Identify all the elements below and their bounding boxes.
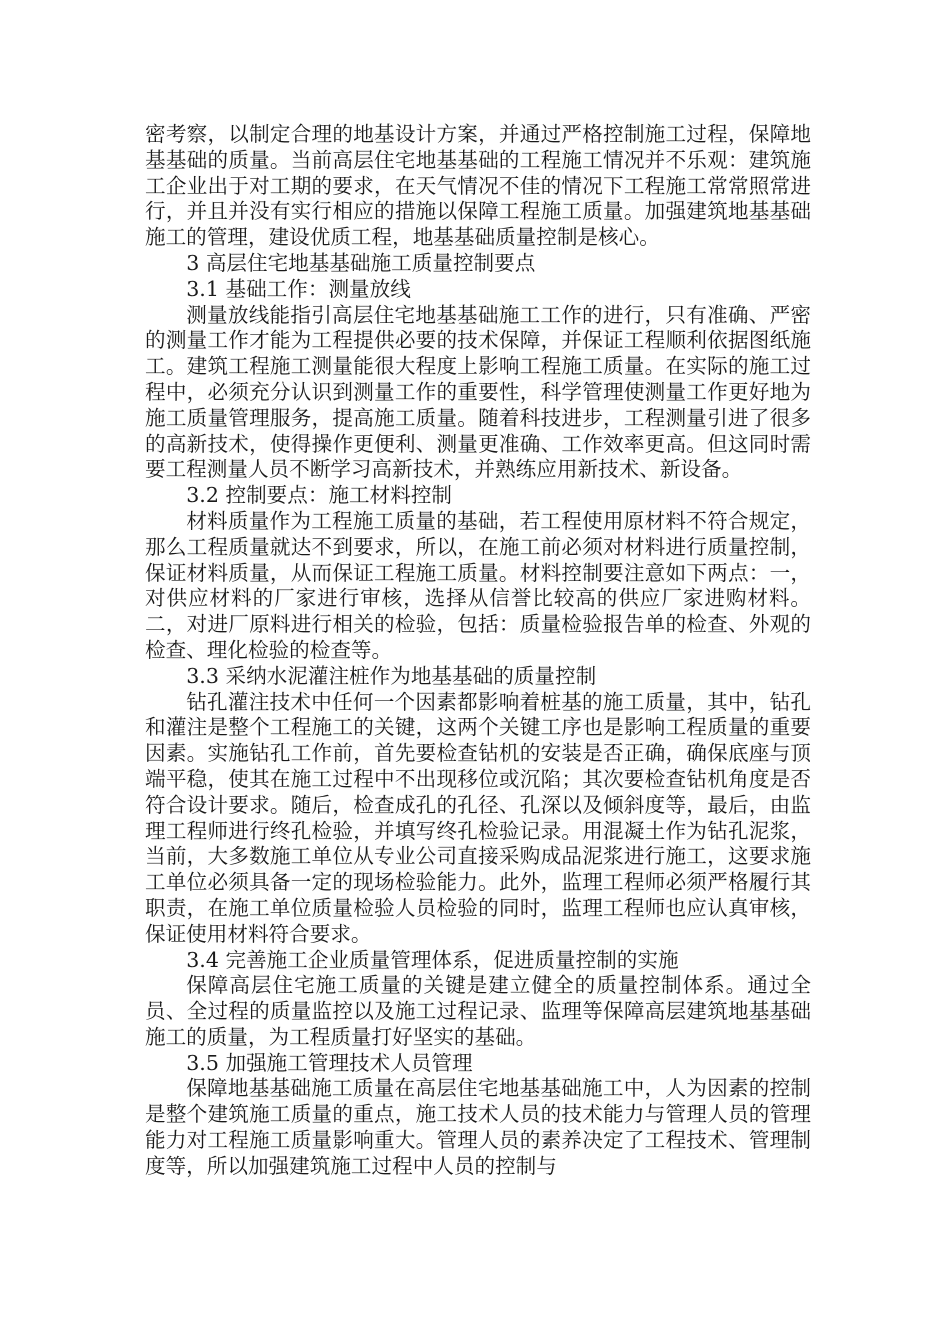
section-3-1-heading: 3.1 基础工作：测量放线: [186, 276, 411, 301]
section-3-1-paragraph: 测量放线能指引高层住宅地基基础施工工作的进行，只有准确、严密的测量工作才能为工程提供必要的技术保障，并保证工程顺利依据图纸施工。建筑工程施工测量能很大程度上影响工程施工质量。在实际的施工过程中，必须充分认识到测量工作的重要性，科学管理使测量工作更好地为施工质量管理服务，提高施工质量。随着科技进步，工程测量引进了很多的高新技术，使得操作更便利、测量更准确、工作效率更高。但这同时需要工程测量人员不断学习高新技术，并熟练应用新技术、新设备。: [145, 302, 811, 482]
section-3-3-heading: 3.3 采纳水泥灌注桩作为地基基础的质量控制: [186, 663, 597, 688]
section-3-4-paragraph: 保障高层住宅施工质量的关键是建立健全的质量控制体系。通过全员、全过程的质量监控以及施工过程记录、监理等保障高层建筑地基基础施工的质量，为工程质量打好坚实的基础。: [145, 973, 811, 1049]
section-3-3-paragraph: 钻孔灌注技术中任何一个因素都影响着桩基的施工质量，其中，钻孔和灌注是整个工程施工的关键，这两个关键工序也是影响工程质量的重要因素。实施钻孔工作前，首先要检查钻机的安装是否正确，确保底座与顶端平稳，使其在施工过程中不出现移位或沉陷；其次要检查钻机角度是否符合设计要求。随后，检查成孔的孔径、孔深以及倾斜度等，最后，由监理工程师进行终孔检验，并填写终孔检验记录。用混凝土作为钻孔泥浆，当前，大多数施工单位从专业公司直接采购成品泥浆进行施工，这要求施工单位必须具备一定的现场检验能力。此外，监理工程师必须严格履行其职责，在施工单位质量检验人员检验的同时，监理工程师也应认真审核，保证使用材料符合要求。: [145, 689, 811, 946]
section-3-4-heading: 3.4 完善施工企业质量管理体系，促进质量控制的实施: [186, 947, 679, 972]
section-3-5-paragraph: 保障地基基础施工质量在高层住宅地基基础施工中，人为因素的控制是整个建筑施工质量的重点，施工技术人员的技术能力与管理人员的管理能力对工程施工质量影响重大。管理人员的素养决定了工程技术、管理制度等，所以加强建筑施工过程中人员的控制与: [145, 1076, 811, 1178]
intro-paragraph: 密考察，以制定合理的地基设计方案，并通过严格控制施工过程，保障地基基础的质量。当前高层住宅地基基础的工程施工情况并不乐观：建筑施工企业出于对工期的要求，在天气情况不佳的情况下工程施工常常照常进行，并且并没有实行相应的措施以保障工程施工质量。加强建筑地基基础施工的管理，建设优质工程，地基基础质量控制是核心。: [145, 122, 811, 250]
section-3-2-heading: 3.2 控制要点：施工材料控制: [186, 483, 453, 508]
section-3-2-paragraph: 材料质量作为工程施工质量的基础，若工程使用原材料不符合规定，那么工程质量就达不到要求，所以，在施工前必须对材料进行质量控制，保证材料质量，从而保证工程施工质量。材料控制要注意如下两点：一，对供应材料的厂家进行审核，选择从信誉比较高的供应厂家进购材料。二，对进厂原料进行相关的检验，包括：质量检验报告单的检查、外观的检查、理化检验的检查等。: [145, 508, 811, 662]
document-page: [145, 122, 811, 1180]
section-3-5-heading: 3.5 加强施工管理技术人员管理: [186, 1050, 473, 1075]
section-3-heading: 3 高层住宅地基基础施工质量控制要点: [186, 250, 536, 275]
